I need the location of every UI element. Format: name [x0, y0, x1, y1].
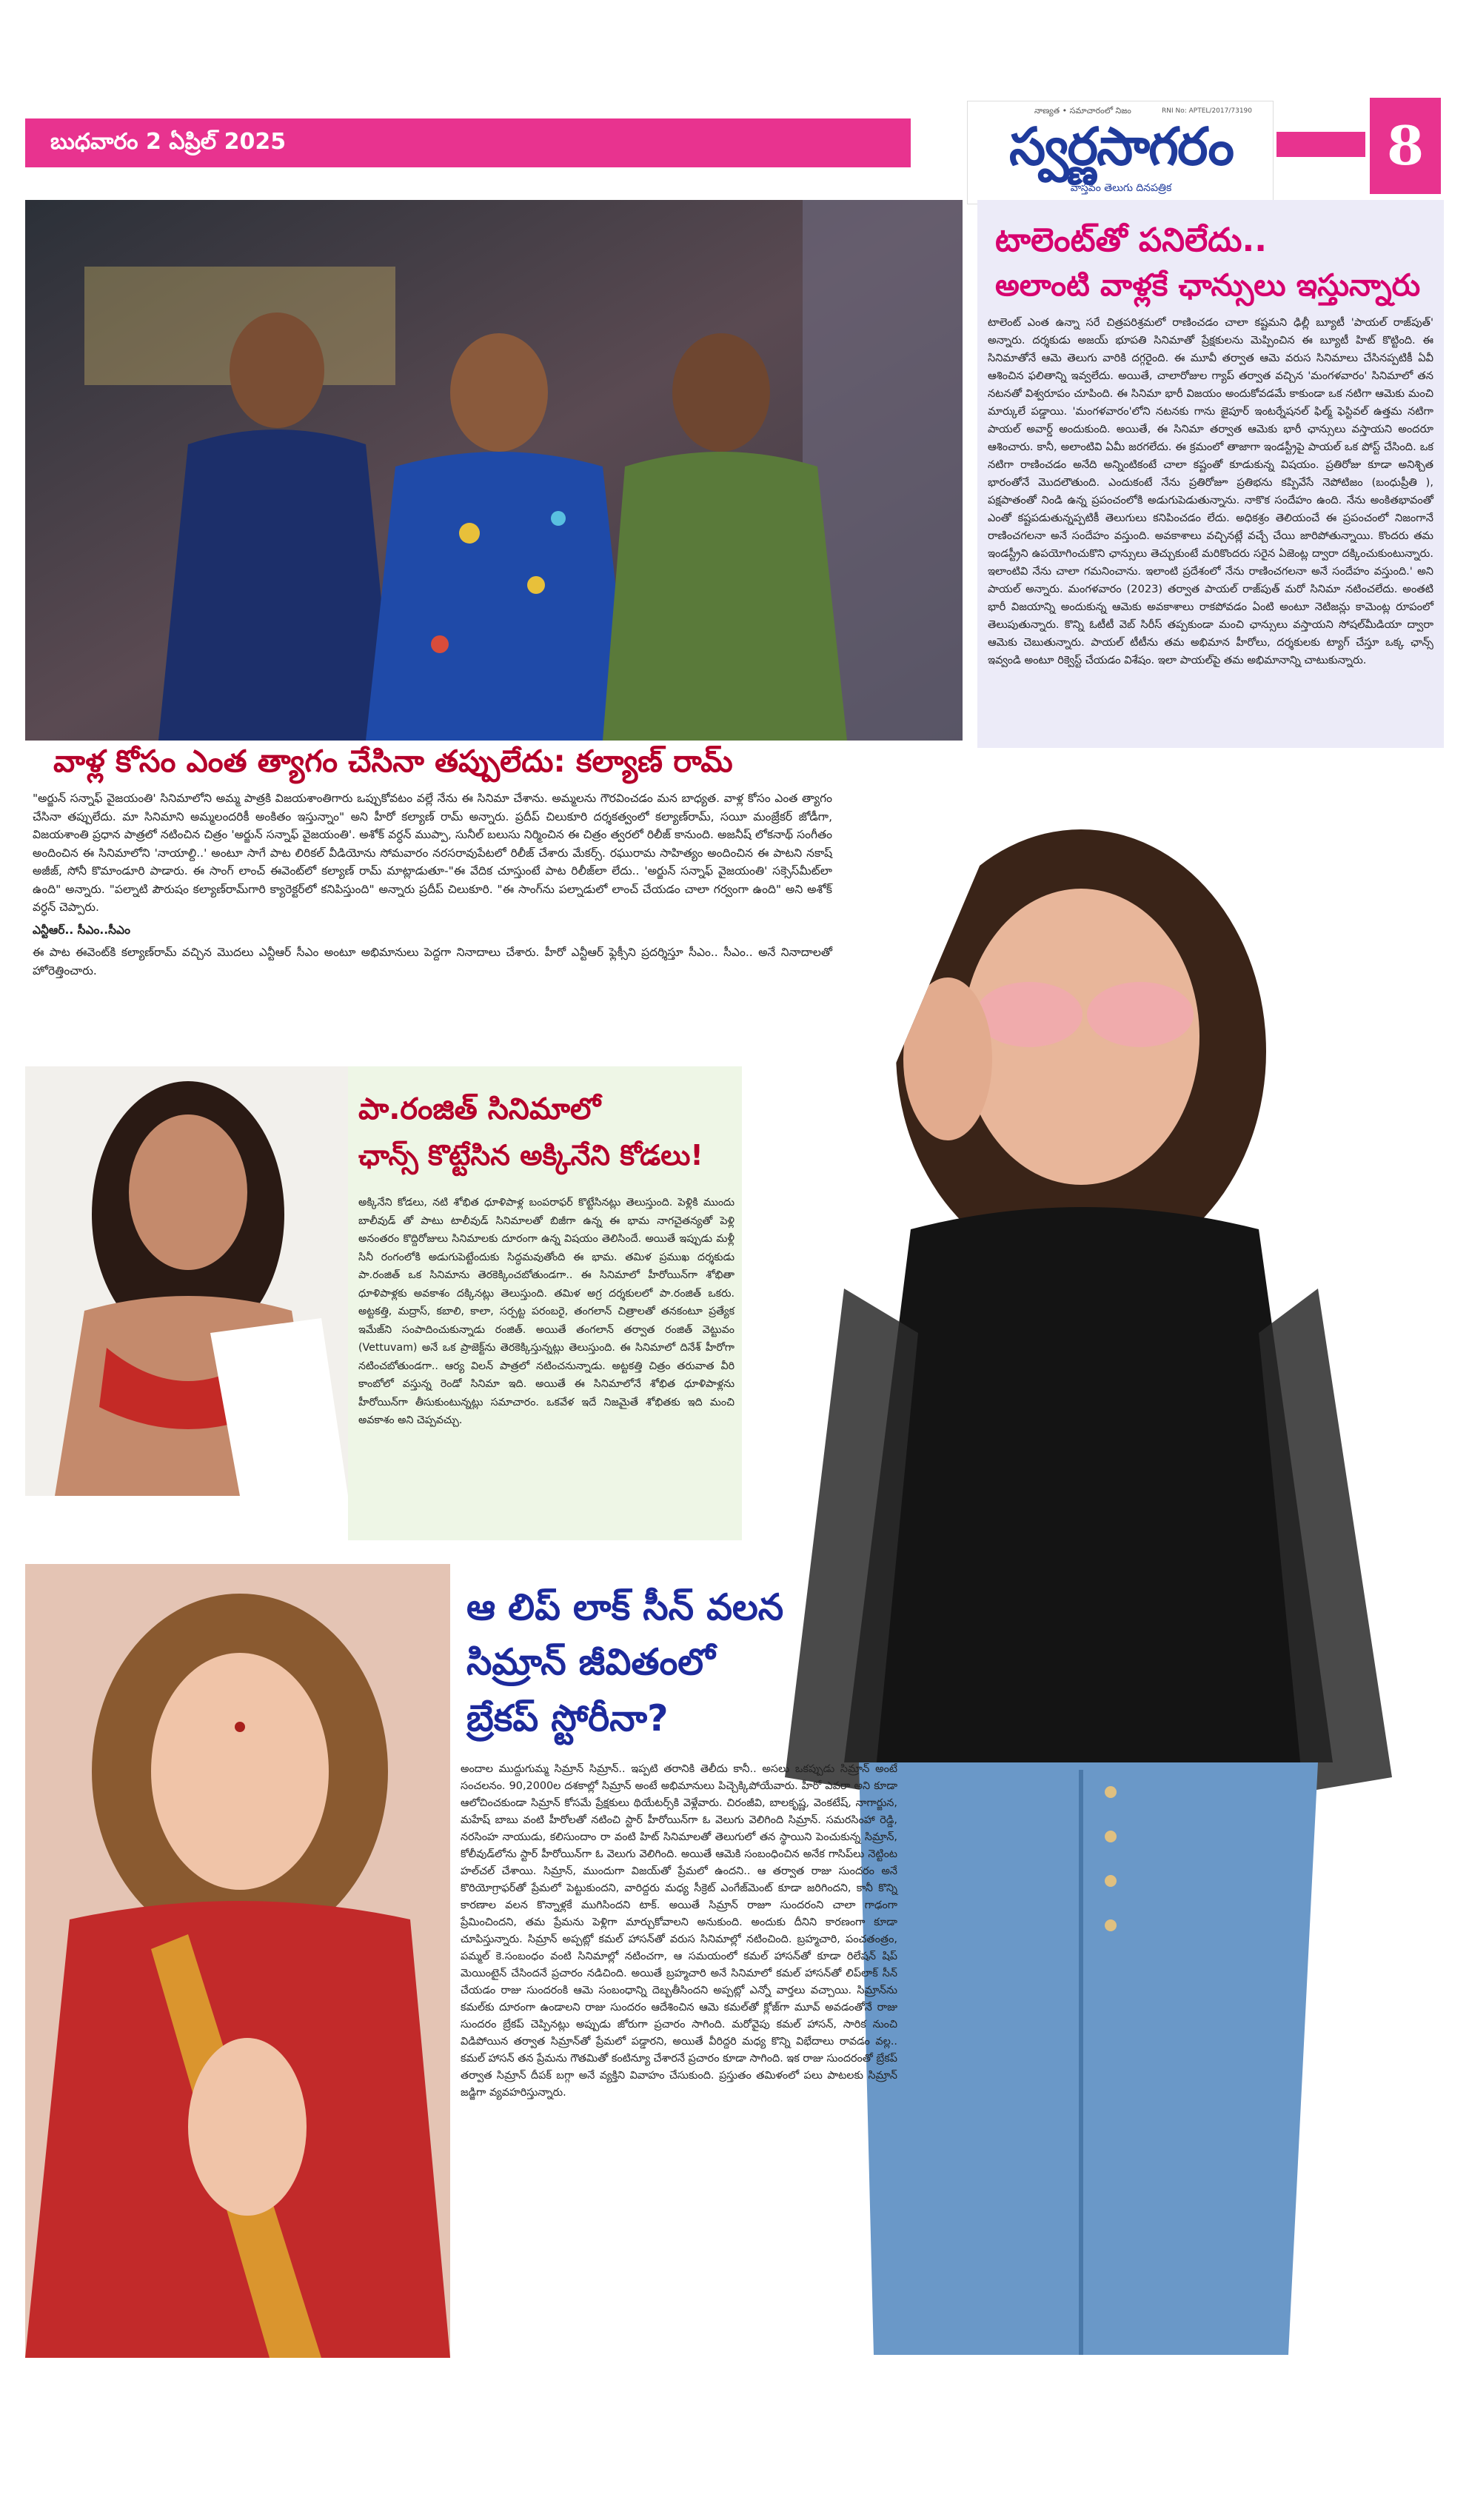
newspaper-logo[interactable]: [967, 101, 1274, 204]
page-number: 8: [1370, 98, 1441, 194]
story2-headline-line2[interactable]: అలాంటి వాళ్లకే ఛాన్సులు ఇస్తున్నారు: [995, 267, 1421, 303]
date-text: బుధవారం 2 ఏప్రిల్ 2025: [50, 129, 287, 155]
story3-body: [358, 1194, 734, 1520]
story4-paragraph-1: అందాల ముద్దుగుమ్మ సిమ్రాన్ సిమ్రాన్.. ఇప్పటి తరానికి తెలీదు కానీ.. అసలు ఒకప్పుడు సిమ్రాన్ అంటే సంచలనం. 90,2000ల దశకాల్లో సిమ్రాన్ అంటే అభిమానులు పిచ్చెక్కిపోయేవారు. హీరో ఎవరా అని కూడా ఆలోచించకుండా సిమ్రాన్ కోసమే ప్రేక్షకులు థియేటర్స్‌కి వెళ్లేవారు. చిరంజీవి, బాలకృష్ణ, వెంకటేష్, నాగార్జున, మహేష్ బాబు వంటి హీరోలతో నటించి స్టార్ హీరోయిన్‌గా ఓ వెలుగు వెలిగింది సిమ్రాన్. సమరసింహా రెడ్డి, నరసింహ నాయుడు, కలిసుందాం రా వంటి హిట్ సినిమాలతో తెలుగులో తన స్థాయిని పెంచుకున్న సిమ్రాన్, కోలీవుడ్‌లోను స్టార్ హీరోయిన్‌గా ఓ వెలుగు వెలిగింది. అయితే ఆమెకి సంబంధించిన అనేక గాసిప్‌లు నెట్టింట హల్‌చల్ చేశాయి. సిమ్రాన్, ముందుగా విజయ్‌తో ప్రేమలో ఉందని.. ఆ తర్వాత రాజు సుందరం అనే కొరియోగ్రాఫర్‌తో ప్రేమలో పెట్టుకుందని, వారిద్దరు మధ్య సీక్రెట్ ఎంగేజ్‌మెంట్ కూడా జరిగిందని, కానీ కొన్ని కారణాల వలన కొన్నాళ్లకే ముగిసిందని టాక్. అయితే సిమ్రాన్ రాజూ సుందరంని చాలా గాఢంగా ప్రేమించిందని, తమ ప్రేమను పెళ్లిగా మార్చుకోవాలని అనుకుంది. అందుకు దీనిని కారణంగా కూడా చూపిస్తున్నారు. సిమ్రాన్ అప్పట్లో కమల్ హాసన్‌తో వరుస సినిమాల్లో నటించింది. బ్రహ్మచారి, పంచతంత్రం, పమ్మల్ కె.సంబంధం వంటి సినిమాల్లో నటించగా, ఆ సమయంలో కమల్ హాసన్‌తో కూడా రిలేషన్ షిప్ మెయింటైన్ చేసిందనే ప్రచారం నడిచింది. అయితే బ్రహ్మచారి అనే సినిమాలో కమల్ హాసన్‌తో లిప్‌లాక్ సీన్ చేయడం రాజు సుందరంకి ఆమె సంబంధాన్ని దెబ్బతీసిందని అప్పట్లో ఎన్నో వార్తలు వచ్చాయి. సిమ్రాన్‌ను కమల్‌కు దూరంగా ఉండాలని రాజు సుందరం ఆదేశించిన ఆమె కమల్‌తో క్లోజ్‌గా మూవ్ అవడంతోనే రాజు సుందరం బ్రేకప్ చెప్పినట్లు అప్పుడు జోరుగా ప్రచారం సాగింది. మరోవైపు కమల్ హాసన్, సారిక నుంచి విడిపోయిన తర్వాత సిమ్రాన్‌తో ప్రేమలో పడ్డారని, అయితే వీరిద్దరి మధ్య కొన్ని విభేదాలు రావడం వల్ల.. కమల్ హాసన్ తన ప్రేమను గౌతమితో కంటిన్యూ చేశారనే ప్రచారం కూడా సాగింది. ఇక రాజు సుందరంతో బ్రేకప్ తర్వాత సిమ్రాన్ దీపక్ బగ్గా అనే వ్యక్తిని వివాహం చేసుకుంది. ప్రస్తుతం తమిళంలో పలు పాటలకు సిమ్రాన్ జడ్జిగా వ్యవహరిస్తున్నారు.: [461, 1763, 897, 2099]
story1-headline[interactable]: వాళ్ల కోసం ఎంత త్యాగం చేసినా తప్పులేదు: కల్యాణ్ రామ్: [46, 741, 838, 782]
sobhita-photo: [25, 1066, 348, 1496]
story1-subhead: ఎన్టీఆర్.. సీఎం..సీఎం: [33, 923, 130, 937]
story3-headline-line2[interactable]: ఛాన్స్ కొట్టేసిన అక్కినేని కోడలు!: [358, 1139, 703, 1172]
story1-paragraph-1: "అర్జున్ సన్నాఫ్ వైజయంతి' సినిమాలోని అమ్మ పాత్రకి విజయశాంతిగారు ఒప్పుకోవటం వల్లే నేను ఈ సినిమా చేశాను. అమ్మలను గౌరవించడం మన బాధ్యత. వాళ్ల కోసం ఎంత త్యాగం చేసినా తప్పులేదు. మా సినిమాని అమ్మలందరికీ అంకితం ఇస్తున్నాం" అని హీరో కల్యాణ్ రామ్ అన్నారు. ప్రదీప్ చిలుకూరి దర్శకత్వంలో కల్యాణ్‌రామ్, సయీ మంజ్రేకర్ జోడీగా, విజయశాంతి ప్రధాన పాత్రలో నటించిన చిత్రం 'అర్జున్ సన్నాఫ్ వైజయంతి'. అశోక్ వర్ధన్ ముప్పా, సునీల్ బలుసు నిర్మించిన ఈ చిత్రం త్వరలో రిలీజ్ కానుంది. అజనీష్ లోకనాథ్ సంగీతం అందించిన ఈ సినిమాలోని 'నాయాల్ది..' అంటూ సాగే పాట లిరికల్ వీడియోను సోమవారం నరసరావుపేటలో రిలీజ్ చేశారు మేకర్స్. రఘురామ సాహిత్యం అందించిన ఈ పాటని నకాష్ అజీజ్, సోనీ కొమాండూరి పాడారు. ఈ సాంగ్ లాంచ్ ఈవెంట్‌లో కల్యాణ్ రామ్ మాట్లాడుతూ-"ఈ వేదిక చూస్తుంటే పాట రిలీజ్‌లా లేదు.. 'అర్జున్ సన్నాఫ్ వైజయంతి' సక్సెస్‌మీట్‌లా ఉంది" అన్నారు. "పల్నాటి పౌరుషం కల్యాణ్‌రామ్‌గారి క్యారెక్టర్‌లో కనిపిస్తుంది" అన్నారు ప్రదీప్ చిలుకూరి. "ఈ సాంగ్‌ను పల్నాడులో లాంచ్ చేయడం చాలా గర్వంగా ఉంది" అని అశోక్ వర్ధన్ చెప్పారు.: [33, 792, 832, 914]
header-right-bar: [1276, 132, 1365, 157]
story1-paragraph-2: ఈ పాట ఈవెంట్‌కి కల్యాణ్‌రామ్ వచ్చిన మొదలు ఎన్టీఆర్ సీఎం అంటూ అభిమానులు పెద్దగా నినాదాలు చేశారు. హీరో ఎన్టీఆర్ ఫ్లెక్సీని ప్రదర్శిస్తూ సీఎం.. సీఎం.. అనే నినాదాలతో హోరెత్తించారు.: [33, 946, 832, 977]
story2-headline-line1[interactable]: టాలెంట్‌తో పనిలేదు..: [995, 221, 1267, 259]
simran-photo: [25, 1564, 450, 2358]
story1-body: [33, 789, 832, 1019]
logo-title: స్వర్ణసాగరం: [1009, 116, 1233, 177]
logo-issn: RNI No: APTEL/2017/73190: [1162, 107, 1253, 115]
story2-paragraph-1: టాలెంట్ ఎంత ఉన్నా సరే చిత్రపరిశ్రమలో రాణించడం చాలా కష్టమని ఢిల్లీ బ్యూటీ 'పాయల్ రాజ్‌పుత్' అన్నారు. దర్శకుడు అజయ్ భూపతి సినిమాతో ప్రేక్షకులను మెప్పించిన ఈ బ్యూటీ హిట్ కొట్టింది. ఈ సినిమాతోనే ఆమె తెలుగు వారికి దగ్గరైంది. ఈ మూవీ తర్వాత ఆమె వరుస సినిమాలు చేసినప్పటికీ ఏవీ ఆశించిన ఫలితాన్ని ఇవ్వలేదు. అయితే, చాలారోజుల గ్యాప్ తర్వాత వచ్చిన 'మంగళవారం' సినిమాలో తన నటనతో విశ్వరూపం చూపింది. ఈ సినిమా భారీ విజయం అందుకోవడమే కాకుండా ఒక నటిగా ఆమెకు మంచి మార్కులే పడ్డాయి. 'మంగళవారం'లోని నటనకు గాను జైపూర్ ఇంటర్నేషనల్ ఫిల్మ్ ఫెస్టివల్ ఉత్తమ నటిగా పాయల్ అవార్డ్ అందుకుంది. అయితే, ఈ సినిమా తర్వాత ఆమెకు భారీ ఛాన్సులు వస్తాయని అందరూ ఆశించారు. కానీ, అలాంటివి ఏమీ జరగలేదు. ఈ క్రమంలో తాజాగా ఇండస్ట్రీపై పాయల్ ఒక పోస్ట్ చేసింది. ఒక నటిగా రాణించడం అనేది అన్నింటికంటే చాలా కష్టంతో కూడుకున్న విషయం. ప్రతిరోజు కూడా అనిశ్చిత భారంతోనే మొదలౌతుంది. ఎందుకంటే నేను ప్రతిరోజూ ప్రతిభను కప్పివేసే నెపోటిజం (బంధుప్రీతి ), పక్షపాతంతో నిండి ఉన్న ప్రపంచంలోకి అడుగుపెడుతున్నాను. నాకొక సందేహం ఉంది. నేను అంకితభావంతో ఎంతో కష్టపడుతున్నప్పటికీ తెలుగులు కనిపించడం లేదు. అధికశ్రం తెలియంచే ఈ ప్రపంచంలో నిజంగానే రాణించగలనా అనే సందేహం వస్తుంది. అవకాశాలు వచ్చినట్లే వచ్చే చేయి జారిపోతున్నాయి. కొందరు తమ ఇండస్ట్రీని ఉపయోగించుకొని ఛాన్సులు తెచ్చుకుంటే మరికొందరు సరైన ఏజెంట్ల ద్వారా దక్కించుకుంటున్నారు. ఇలాంటివి నేను చాలా గమనించాను. ఇలాంటి ప్రదేశంలో నేను రాణించగలనా అనే సందేహం వస్తుంది.' అని పాయల్ అన్నారు. మంగళవారం (2023) తర్వాత పాయల్ రాజ్‌పుత్ మరో సినిమా నటించలేదు. అంతటి భారీ విజయాన్ని అందుకున్న ఆమెకు అవకాశాలు రాకపోవడం ఏంటి అంటూ నెటిజన్లు కామెంట్ల రూపంలో తెలుపుతున్నారు. కొన్ని ఓటీటీ వెబ్ సిరీస్ తప్పకుండా మంచి ఛాన్సులు వస్తాయని సోషల్‌మీడియా ద్వారా ఆమెకు చెబుతున్నారు. పాయల్ టీటీను తమ అభిమాన హీరోలు, దర్శకులకు ట్యాగ్ చేస్తూ ఒక్క ఛాన్స్ ఇవ్వండి అంటూ రిక్వెస్ట్ చేయడం విశేషం. ఇలా పాయల్‌పై తమ అభిమానాన్ని చాటుకున్నారు.: [988, 316, 1433, 666]
logo-top-line: నాణ్యత • సమాచారంలో నిజం: [1034, 106, 1131, 116]
team-photo: [25, 200, 963, 741]
story3-headline-line1[interactable]: పా.రంజిత్ సినిమాలో: [358, 1092, 601, 1126]
story3-paragraph-1: అక్కినేని కోడలు, నటి శోభిత ధూళిపాళ్ల బంపరాఫర్ కొట్టేసినట్లు తెలుస్తుంది. పెళ్లికి ముందు బాలీవుడ్ తో పాటు టాలీవుడ్ సినిమాలతో బిజీగా ఉన్న ఈ భామ నాగచైతన్యతో పెళ్లి అనంతరం కొద్దిరోజులు సినిమాలకు దూరంగా ఉన్న విషయం తెలిసిందే. అయితే ఇప్పుడు మళ్లీ సినీ రంగంలోకి అడుగుపెట్టేందుకు సిద్ధమవుతోంది ఈ భామ. తమిళ ప్రముఖ దర్శకుడు పా.రంజిత్ ఒక సినిమాను తెరకెక్కించబోతుండగా.. ఈ సినిమాలో హీరోయిన్‌గా శోభితా ధూళిపాళ్లకు అవకాశం దక్కినట్లు తెలుస్తుంది. తమిళ అగ్ర దర్శకులలో పా.రంజిత్ ఒకరు. అట్టకత్తి, మద్రాస్, కబాలి, కాలా, సర్పట్ట పరంబరై, తంగలాన్ చిత్రాలతో తనకంటూ ప్రత్యేక ఇమేజ్‌ని సంపాదించుకున్నాడు రంజిత్. అయితే తంగలాన్ తర్వాత రంజిత్ వెట్టువం (Vettuvam) అనే ఒక ప్రాజెక్ట్‌ను తెరకెక్కిస్తున్నట్లు తెలుస్తుంది. ఈ సినిమాలో దినేశ్ హీరోగా నటించబోతుండగా.. ఆర్య విలన్ పాత్రలో నటించనున్నాడు. అట్టకత్తి చిత్రం తరువాత వీరి కాంబోలో వస్తున్న రెండో సినిమా ఇది. అయితే ఈ సినిమాలోనే శోభిత ధూళిపాళ్లను హీరోయిన్‌గా తీసుకుంటున్నట్లు సమాచారం. ఒకవేళ ఇదే నిజమైతే శోభితకు ఇది మంచి అవకాశం అని చెప్పవచ్చు.: [358, 1197, 734, 1426]
story4-headline-line3[interactable]: బ్రేకప్ స్టోరీనా?: [466, 1697, 669, 1739]
story4-headline-line1[interactable]: ఆ లిప్ లాక్ సీన్ వలన: [466, 1586, 784, 1628]
story4-headline-line2[interactable]: సిమ్రాన్ జీవితంలో: [466, 1641, 715, 1683]
story4-body: [461, 1761, 897, 2353]
logo-tagline: వాస్తవం తెలుగు దినపత్రిక: [1070, 182, 1172, 194]
